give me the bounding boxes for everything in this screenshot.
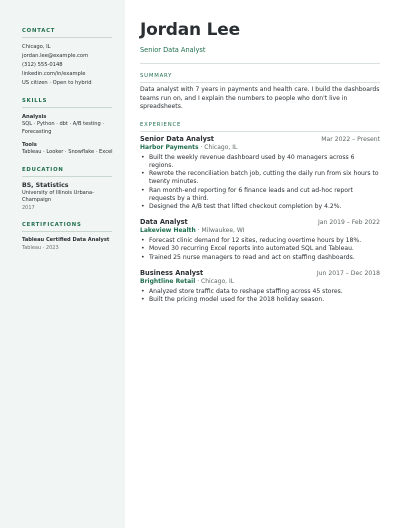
job-company: Brightline Retail <box>140 277 196 285</box>
contact-location: Chicago, IL <box>22 44 51 50</box>
contact-phone: (312) 555-0148 <box>22 62 63 68</box>
job-bullet: • Built the weekly revenue dashboard used by 40 managers across 6 regions. <box>140 154 380 170</box>
certification-name: Tableau Certified Data Analyst <box>22 237 110 243</box>
job-bullet: • Analyzed store traffic data to reshape staffing across 45 stores. <box>140 288 380 296</box>
candidate-name: Jordan Lee <box>140 20 240 40</box>
job-location: · Chicago, IL <box>198 143 238 151</box>
job-dates: Mar 2022 – Present <box>321 135 380 143</box>
education-school: University of Illinois Urbana-Champaign <box>22 189 94 203</box>
candidate-title: Senior Data Analyst <box>140 46 206 54</box>
job-bullet: • Trained 25 nurse managers to read and act on staffing dashboards. <box>140 254 380 262</box>
job-company-line <box>140 144 380 151</box>
sidebar <box>0 0 125 528</box>
job-bullet: • Rewrote the reconciliation batch job, cutting the daily run from six hours to twenty minutes. <box>140 170 380 186</box>
job-header <box>140 135 380 143</box>
job-header <box>140 269 380 277</box>
job-location: · Chicago, IL <box>195 277 235 285</box>
contact-linkedin[interactable]: linkedin.com/in/example <box>22 71 86 77</box>
job-company-line <box>140 278 380 285</box>
job-dates: Jan 2019 – Feb 2022 <box>318 219 380 227</box>
job-bullets <box>140 288 380 304</box>
certification-detail: Tableau · 2023 <box>22 244 59 251</box>
summary-text: Data analyst with 7 years in payments and health care. I build the dashboards teams run on, and I explain the numbers to people who don't live in spreadsheets. <box>140 86 380 111</box>
summary-heading: SUMMARY <box>140 73 173 79</box>
education-heading: EDUCATION <box>22 166 64 173</box>
main-content <box>140 20 380 311</box>
skill-group-label: Analysis <box>22 114 47 120</box>
contact-heading: CONTACT <box>22 28 56 34</box>
education-degree: BS, Statistics <box>22 181 69 189</box>
skills-heading: SKILLS <box>22 98 48 104</box>
job-title: Data Analyst <box>140 218 188 227</box>
divider <box>22 107 112 108</box>
job-bullet: • Designed the A/B test that lifted checkout completion by 4.2%. <box>140 203 380 211</box>
job-company: Harbor Payments <box>140 143 199 151</box>
divider <box>22 37 112 38</box>
job-location: · Milwaukee, WI <box>195 227 245 235</box>
job-entry <box>140 218 380 262</box>
job-entry <box>140 135 380 211</box>
job-company-line <box>140 227 380 234</box>
certifications-heading: CERTIFICATIONS <box>22 222 82 228</box>
job-title: Business Analyst <box>140 268 204 277</box>
skill-group-text: Tableau · Looker · Snowflake · Excel <box>22 149 113 155</box>
job-company: Lakeview Health <box>140 227 196 235</box>
job-bullet: • Forecast clinic demand for 12 sites, reducing overtime hours by 18%. <box>140 237 380 245</box>
education-year: 2017 <box>22 204 35 211</box>
divider <box>140 131 380 132</box>
contact-status: US citizen · Open to hybrid <box>22 80 92 86</box>
divider <box>140 63 380 64</box>
job-bullets <box>140 237 380 262</box>
skill-group-text: SQL · Python · dbt · A/B testing · Forecasting <box>22 121 104 135</box>
job-bullets <box>140 154 380 211</box>
job-bullet: • Built the pricing model used for the 2018 holiday season. <box>140 296 380 304</box>
job-dates: Jun 2017 – Dec 2018 <box>316 269 380 277</box>
contact-email[interactable]: jordan.lee@example.com <box>22 53 89 59</box>
job-entry <box>140 269 380 304</box>
divider <box>22 176 112 177</box>
job-title: Senior Data Analyst <box>140 134 214 143</box>
divider <box>140 82 380 83</box>
job-bullet: • Ran month-end reporting for 6 finance leads and cut ad-hoc report requests by a third. <box>140 187 380 203</box>
skill-group-label: Tools <box>22 142 37 148</box>
job-bullet: • Moved 30 recurring Excel reports into automated SQL and Tableau. <box>140 245 380 253</box>
job-header <box>140 218 380 226</box>
divider <box>22 231 112 232</box>
sidebar-content <box>22 28 122 252</box>
experience-heading: EXPERIENCE <box>140 121 182 128</box>
